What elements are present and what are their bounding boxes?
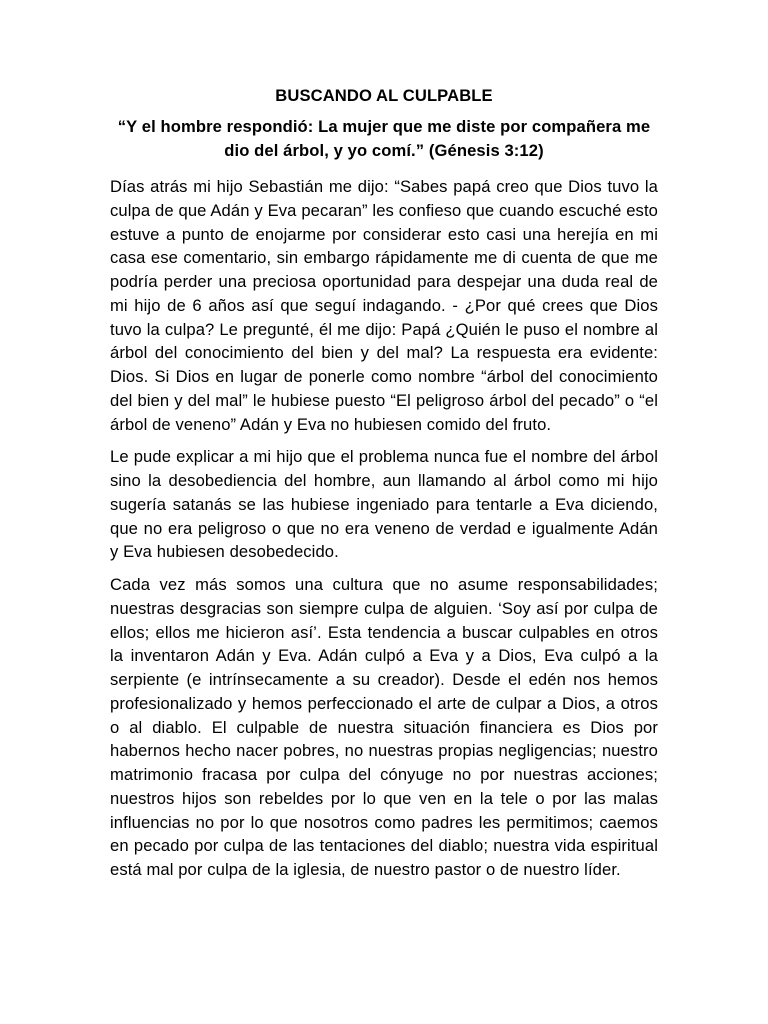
paragraph-1: Días atrás mi hijo Sebastián me dijo: “Sabes papá creo que Dios tuvo la culpa de que Adán y Eva pecaran” les confieso que cuando escuché esto estuve a punto de enojarme por considerar esto casi una herejía en mi casa ese comentario, sin embargo rápidamente me di cuenta de que me podría perder una preciosa oportunidad para despejar una duda real de mi hijo de 6 años así que seguí indagando. - ¿Por qué crees que Dios tuvo la culpa? Le pregunté, él me dijo: Papá ¿Quién le puso el nombre al árbol del conocimiento del bien y del mal? La respuesta era evidente: Dios. Si Dios en lugar de ponerle como nombre “árbol del conocimiento del bien y del mal” le hubiese puesto “El peligroso árbol del pecado” o “el árbol de veneno” Adán y Eva no hubiesen comido del fruto. (110, 177, 658, 434)
paragraph-2: Le pude explicar a mi hijo que el problema nunca fue el nombre del árbol sino la desobediencia del hombre, aun llamando al árbol como mi hijo sugería satanás se las hubiese ingeniado para tentarle a Eva diciendo, que no era peligroso o que no era veneno de verdad e igualmente Adán y Eva hubiesen desobedecido. (110, 447, 658, 562)
document-title: BUSCANDO AL CULPABLE (275, 86, 493, 105)
document-body (110, 84, 658, 882)
paragraph-3: Cada vez más somos una cultura que no asume responsabilidades; nuestras desgracias son siempre culpa de alguien. ‘Soy así por culpa de ellos; ellos me hicieron así’. Esta tendencia a buscar culpables en otros la inventaron Adán y Eva. Adán culpó a Eva y a Dios, Eva culpó a la serpiente (e intrínsecamente a su creador). Desde el edén nos hemos profesionalizado y hemos perfeccionado el arte de culpar a Dios, a otros o al diablo. El culpable de nuestra situación financiera es Dios por habernos hecho nacer pobres, no nuestras propias negligencias; nuestro matrimonio fracasa por culpa del cónyuge no por nuestras acciones; nuestros hijos son rebeldes por lo que ven en la tele o por las malas influencias no por lo que nosotros como padres les permitimos; caemos en pecado por culpa de las tentaciones del diablo; nuestra vida espiritual está mal por culpa de la iglesia, de nuestro pastor o de nuestro líder. (110, 575, 658, 879)
scripture-verse: “Y el hombre respondió: La mujer que me diste por compañera me dio del árbol, y yo comí.” (Génesis 3:12) (117, 117, 651, 160)
